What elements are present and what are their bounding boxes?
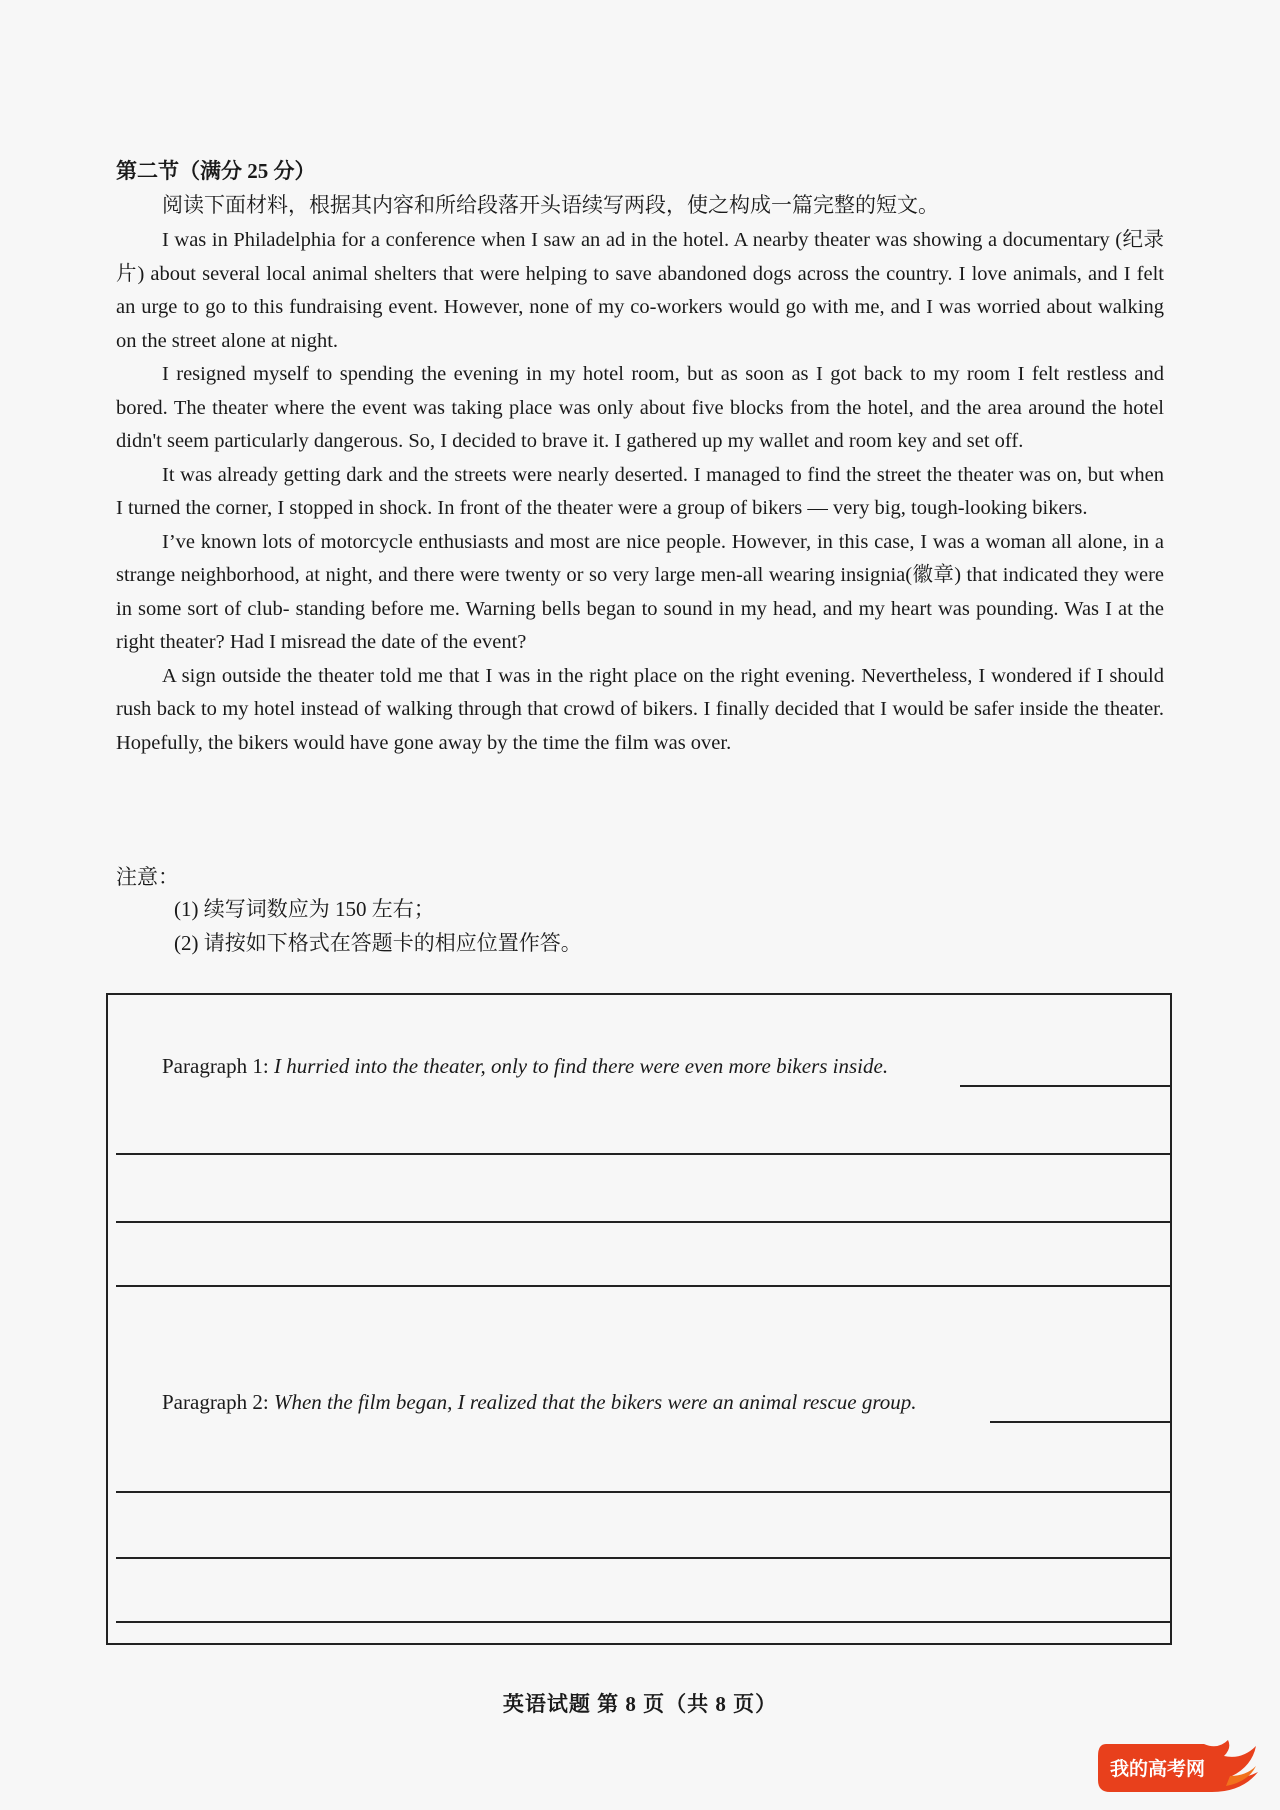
note-item-2: (2) 请按如下格式在答题卡的相应位置作答。 bbox=[174, 931, 582, 955]
task-instruction: 阅读下面材料，根据其内容和所给段落开头语续写两段，使之构成一篇完整的短文。 bbox=[162, 193, 939, 217]
writing-line[interactable] bbox=[116, 1621, 1170, 1623]
writing-line[interactable] bbox=[116, 1557, 1170, 1559]
passage-paragraph-5: A sign outside the theater told me that I was in the right place on the right evening. Nevertheless, I wondered if I should rush back to my hotel instead of walking through that crowd of bikers. I finally decided that I would be safer inside the theater. Hopefully, the bikers would have gone away by the time the film was over. bbox=[116, 664, 1164, 754]
watermark-logo bbox=[1092, 1736, 1264, 1798]
paragraph-2-label: Paragraph 2: bbox=[162, 1390, 274, 1414]
writing-line[interactable] bbox=[116, 1153, 1170, 1155]
section-heading: 第二节（满分 25 分） bbox=[116, 159, 316, 183]
page-footer: 英语试题 第 8 页（共 8 页） bbox=[502, 1692, 778, 1716]
passage-paragraph-2: I resigned myself to spending the evening in my hotel room, but as soon as I got back to my room I felt restless and bored. The theater where the event was taking place was only about five blocks from the hotel, and the area around the hotel didn't seem particularly dangerous. So, I decided to brave it. I gathered up my wallet and room key and set off. bbox=[116, 363, 1164, 452]
writing-line[interactable] bbox=[116, 1491, 1170, 1493]
writing-line[interactable] bbox=[116, 1221, 1170, 1223]
answer-box bbox=[106, 993, 1172, 1645]
passage-paragraph-1: I was in Philadelphia for a conference when I saw an ad in the hotel. A nearby theater was showing a documentary (纪录片) about several local animal shelters that were helping to save abandoned dogs across the country. I love animals, and I felt an urge to go to this fundraising event. However, none of my co-workers would go with me, and I was worried about walking on the street alone at night. bbox=[116, 229, 1164, 352]
writing-line[interactable] bbox=[116, 1285, 1170, 1287]
watermark-text: 我的高考网 bbox=[1110, 1758, 1206, 1780]
passage-paragraph-4: I’ve known lots of motorcycle enthusiasts and most are nice people. However, in this case, I was a woman all alone, in a strange neighborhood, at night, and there were twenty or so very large men-all wearing insignia(徽章) that indicated they were in some sort of club- standing before me. Warning bells began to sound in my head, and my heart was pounding. Was I at the right theater? Had I misread the date of the event? bbox=[116, 530, 1164, 653]
paragraph-2-opener: When the film began, I realized that the bikers were an animal rescue group. bbox=[273, 1390, 917, 1414]
paragraph-2-writing-line-start[interactable] bbox=[990, 1421, 1170, 1423]
notes-title: 注意： bbox=[116, 865, 179, 889]
paragraph-1-prompt bbox=[162, 1051, 888, 1081]
paragraph-1-opener: I hurried into the theater, only to find there were even more bikers inside. bbox=[273, 1054, 889, 1078]
paragraph-2-prompt bbox=[162, 1387, 917, 1417]
paragraph-1-writing-line-start[interactable] bbox=[960, 1085, 1170, 1087]
reading-passage bbox=[116, 224, 1164, 760]
note-item-1: (1) 续写词数应为 150 左右； bbox=[174, 897, 435, 921]
passage-paragraph-3: It was already getting dark and the streets were nearly deserted. I managed to find the street the theater was on, but when I turned the corner, I stopped in shock. In front of the theater were a group of bikers — very big, tough-looking bikers. bbox=[116, 463, 1164, 519]
paragraph-1-label: Paragraph 1: bbox=[162, 1054, 274, 1078]
